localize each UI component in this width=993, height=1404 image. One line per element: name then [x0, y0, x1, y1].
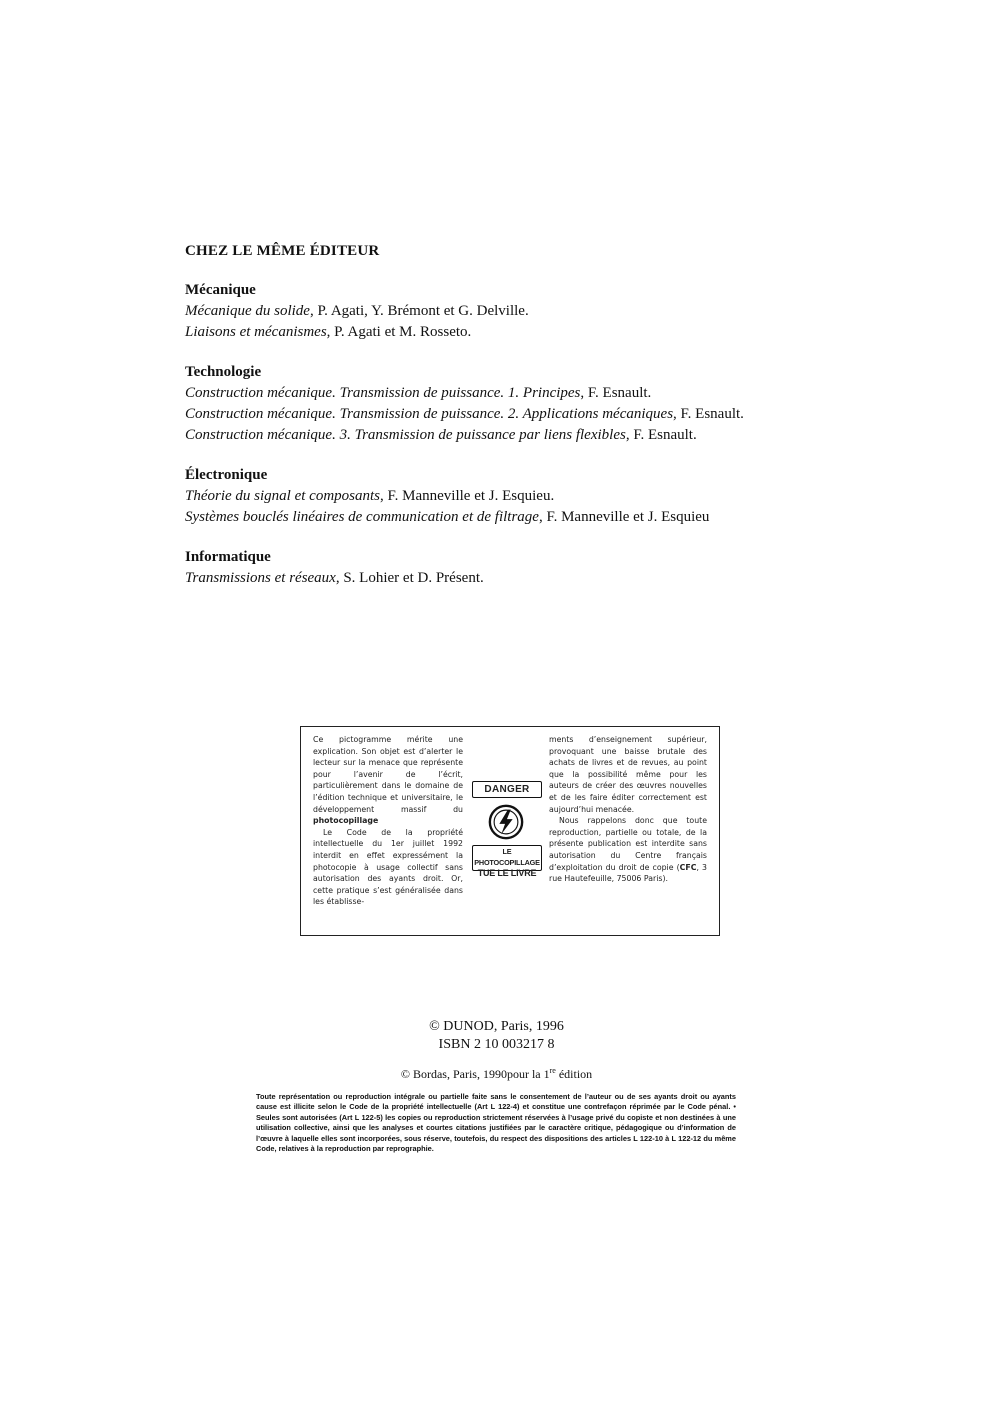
book-title: Mécanique du solide [185, 303, 310, 319]
danger-caption-line: TUE LE LIVRE [477, 868, 537, 878]
book-authors: , F. Esnault. [673, 406, 744, 422]
edition-suffix: re [549, 1066, 556, 1075]
book-title: Systèmes bouclés linéaires de communication et de filtrage [185, 509, 539, 525]
section-mecanique [185, 280, 885, 343]
book-entry [185, 568, 885, 589]
book-authors: , F. Esnault. [625, 427, 697, 443]
section-title: Électronique [185, 467, 268, 483]
publisher-catalog [185, 243, 885, 608]
book-title: Théorie du signal et composants [185, 488, 380, 504]
cfc-label: CFC [679, 862, 697, 872]
book-title: Liaisons et mécanismes [185, 324, 327, 340]
book-title: Construction mécanique. Transmission de puissance. 1. Principes [185, 385, 581, 401]
warning-paragraph [313, 734, 463, 827]
section-technologie [185, 362, 885, 446]
warning-text: Nous rappelons donc que toute reproduction, partielle ou totale, de la présente publication est interdite sans autorisation du Centre français d’exploitation du droit de copie ( [549, 816, 707, 872]
legal-notice: Toute représentation ou reproduction intégrale ou partielle faite sans le consentement de l’auteur ou de ses ayants droit ou ayants cause est illicite selon le Code de la propriété intellectuelle (Art L 122-4) et constitue une contrefaçon réprimée par le Code pénal. • Seules sont autorisées (Art L 122-5) les copies ou reproduction strictement réservées à l’usage privé du copiste et non destinées à une utilisation collective, ainsi que les analyses et courtes citations justifiées par le caractère critique, pédagogique ou d’information de l’œuvre à laquelle elles sont incorporées, sous réserve, toutefois, du respect des dispositions des articles L 122-10 à L 122-12 du même Code, relatives à la reproduction par reprographie. [256, 1092, 736, 1154]
book-authors: , F. Manneville et J. Esquieu [538, 509, 710, 525]
section-title: Technologie [185, 364, 262, 380]
book-entry [185, 322, 885, 343]
danger-pictogram [468, 779, 546, 878]
book-title: Construction mécanique. 3. Transmission de puissance par liens flexibles [185, 427, 626, 443]
book-entry [185, 301, 885, 322]
book-entry [185, 383, 885, 404]
section-title: Informatique [185, 549, 271, 565]
danger-caption [472, 845, 542, 878]
section-informatique [185, 547, 885, 589]
imprint-block [0, 1018, 993, 1054]
warning-paragraph: Le Code de la propriété intellectuelle du 1er juillet 1992 interdit en effet expressément la photocopie à usage collectif sans autorisation des ayants droit. Or, cette pratique s’est généralisée dans les établisse- [313, 827, 463, 907]
copyright-line: © DUNOD, Paris, 1996 [429, 1019, 564, 1034]
bordas-text: © Bordas, Paris, 1990pour la [400, 1067, 541, 1081]
edition-number: 1 [543, 1067, 550, 1081]
lightning-bolt-icon [487, 803, 525, 841]
warning-text: , 3 rue Hautefeuille, 75006 Paris). [549, 862, 707, 884]
warning-text: Ce pictogramme mérite une explication. Son objet est d’alerter le lecteur sur la menace que représente pour l’avenir de l’écrit, particulièrement dans le domaine de l’édition technique et universitaire, le développement massif du [313, 735, 463, 814]
book-title: Transmissions et réseaux [185, 570, 336, 586]
book-entry [185, 486, 885, 507]
catalog-header: CHEZ LE MÊME ÉDITEUR [185, 243, 380, 259]
section-electronique [185, 465, 885, 528]
bordas-text: édition [558, 1067, 593, 1081]
isbn-line: ISBN 2 10 003217 8 [438, 1037, 555, 1052]
photocopy-warning-box [300, 726, 720, 936]
book-entry [185, 507, 885, 528]
book-title: Construction mécanique. Transmission de puissance. 2. Applications mécaniques [185, 406, 674, 422]
warning-paragraph: ments d’enseignement supérieur, provoquant une baisse brutale des achats de livres et de revues, au point que la possibilité même pour les auteurs de créer des œuvres nouvelles et de les faire éditer correctement est aujourd’hui menacée. [549, 735, 707, 814]
book-authors: , F. Manneville et J. Esquieu. [380, 488, 555, 504]
warning-keyword: photocopillage [313, 816, 379, 826]
book-entry [185, 404, 885, 425]
book-authors: , S. Lohier et D. Présent. [335, 570, 484, 586]
danger-label: DANGER [472, 781, 542, 798]
book-authors: , P. Agati, Y. Brémont et G. Delville. [309, 303, 529, 319]
book-entry [185, 425, 885, 446]
danger-caption-line: LE PHOTOCOPILLAGE [474, 847, 540, 867]
book-authors: , P. Agati et M. Rosseto. [326, 324, 472, 340]
book-authors: , F. Esnault. [580, 385, 652, 401]
section-title: Mécanique [185, 282, 256, 298]
bordas-line [0, 1066, 993, 1082]
